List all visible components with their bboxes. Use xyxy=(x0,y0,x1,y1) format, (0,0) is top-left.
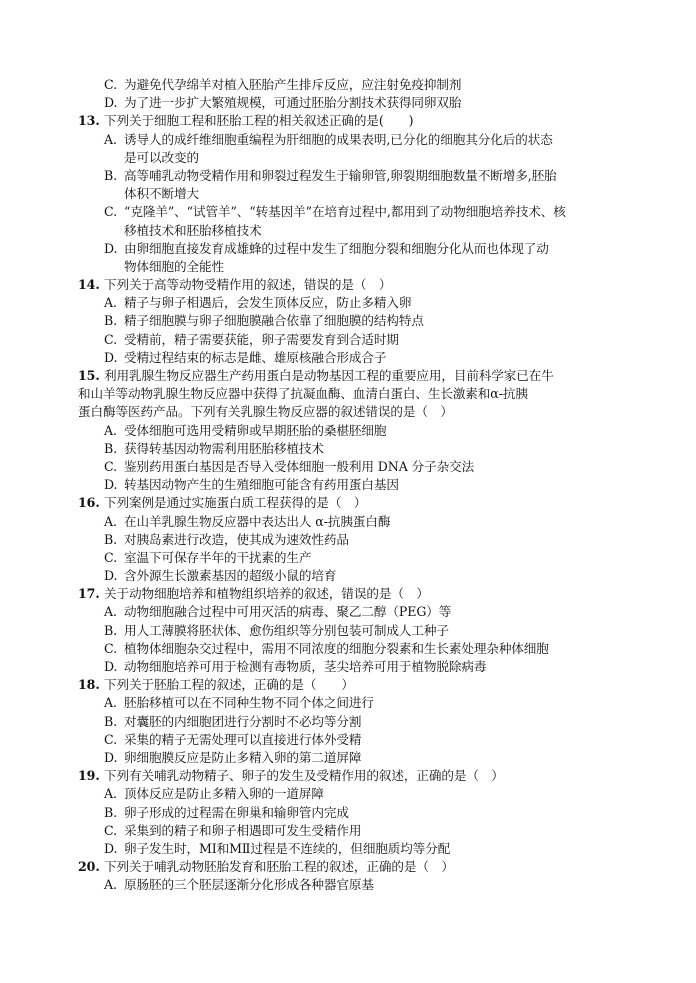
option-text: 受精前，精子需要获能，卵子需要发育到合适时期 xyxy=(124,331,399,347)
answer-option xyxy=(78,640,638,658)
option-letter: C. xyxy=(104,204,117,220)
question-number: 14. xyxy=(78,277,100,293)
question-number: 13. xyxy=(78,113,100,129)
option-text: 对囊胚的内细胞团进行分割时不必均等分割 xyxy=(124,713,362,729)
answer-option xyxy=(78,785,638,803)
question-number: 16. xyxy=(78,495,100,511)
answer-option xyxy=(78,822,638,840)
question-text: 关于动物细胞培养和植物组织培养的叙述，错误的是（ ） xyxy=(104,586,429,602)
answer-option xyxy=(78,876,638,894)
option-letter: C. xyxy=(104,458,117,474)
question-stem xyxy=(78,585,638,603)
option-text: 对胰岛素进行改造，使其成为速效性药品 xyxy=(124,531,349,547)
option-letter: B. xyxy=(104,713,118,729)
option-text: 采集的精子无需处理可以直接进行体外受精 xyxy=(124,731,362,747)
option-letter: C. xyxy=(104,77,117,92)
question-text: 下列关于胚胎工程的叙述，正确的是（ ） xyxy=(104,677,354,693)
answer-option xyxy=(78,549,638,567)
answer-option xyxy=(78,476,638,494)
option-letter: D. xyxy=(104,240,118,256)
option-letter: D. xyxy=(104,749,118,765)
option-text: 诱导人的成纤维细胞重编程为肝细胞的成果表明,已分化的细胞其分化后的状态 xyxy=(124,131,553,147)
option-letter: C. xyxy=(104,822,117,838)
option-text: 由卵细胞直接发育成雄蜂的过程中发生了细胞分裂和细胞分化从而也体现了动 xyxy=(124,240,549,256)
answer-option xyxy=(78,203,638,221)
option-letter: C. xyxy=(104,549,117,565)
option-text: 精子与卵子相遇后，会发生顶体反应，防止多精入卵 xyxy=(124,295,412,311)
option-text-continued: 移植技术和胚胎移植技术 xyxy=(124,222,262,238)
option-text: 顶体反应是防止多精入卵的一道屏障 xyxy=(124,786,324,802)
option-text: 为了进一步扩大繁殖规模，可通过胚胎分割技术获得同卵双胎 xyxy=(124,95,462,111)
question-stem xyxy=(78,367,638,385)
question-text: 下列有关哺乳动物精子、卵子的发生及受精作用的叙述，正确的是（ ） xyxy=(104,768,504,784)
option-letter: B. xyxy=(104,531,118,547)
answer-option xyxy=(78,440,638,458)
question-number: 20. xyxy=(78,859,100,875)
answer-option xyxy=(78,531,638,549)
question-stem xyxy=(78,767,638,785)
option-letter: A. xyxy=(104,786,117,802)
answer-option xyxy=(78,167,638,185)
answer-option xyxy=(78,804,638,822)
answer-option xyxy=(78,131,638,149)
answer-option xyxy=(78,349,638,367)
answer-option xyxy=(78,622,638,640)
answer-option xyxy=(78,513,638,531)
option-letter: A. xyxy=(104,295,117,311)
answer-option xyxy=(78,840,638,858)
option-text: 转基因动物产生的生殖细胞可能含有药用蛋白基因 xyxy=(124,477,399,493)
option-letter: A. xyxy=(104,422,117,438)
option-text-continued: 体积不断增大 xyxy=(124,186,199,202)
option-text: 高等哺乳动物受精作用和卵裂过程发生于输卵管,卵裂期细胞数量不断增多,胚胎 xyxy=(124,167,557,183)
option-text: 动物细胞培养可用于检测有毒物质，茎尖培养可用于植物脱除病毒 xyxy=(124,659,487,674)
question-stem xyxy=(78,494,638,512)
answer-option xyxy=(78,603,638,621)
question-stem xyxy=(78,676,638,694)
option-text-continued: 物体细胞的全能性 xyxy=(124,258,224,274)
answer-option xyxy=(78,331,638,349)
option-text: 原肠胚的三个胚层逐渐分化形成各种器官原基 xyxy=(124,877,374,893)
question-text-continued: 蛋白酶等医药产品。下列有关乳腺生物反应器的叙述错误的是（ ） xyxy=(78,404,453,420)
option-text: 室温下可保存半年的干扰素的生产 xyxy=(124,549,312,565)
question-stem xyxy=(78,276,638,294)
answer-option xyxy=(78,76,638,94)
option-text: 动物细胞融合过程中可用灭活的病毒、聚乙二醇（PEG）等 xyxy=(124,604,452,620)
answer-option xyxy=(78,94,638,112)
answer-option xyxy=(78,422,638,440)
answer-option xyxy=(78,694,638,712)
option-letter: B. xyxy=(104,440,118,456)
option-letter: D. xyxy=(104,349,118,365)
question-text: 下列关于哺乳动物胚胎发育和胚胎工程的叙述，正确的是（ ） xyxy=(104,859,454,875)
option-letter: B. xyxy=(104,313,118,329)
option-text: 鉴别药用蛋白基因是否导入受体细胞一般利用 DNA 分子杂交法 xyxy=(124,458,475,474)
question-text-continued: 和山羊等动物乳腺生物反应器中获得了抗凝血酶、血清白蛋白、生长激素和α-抗胰 xyxy=(78,386,528,402)
question-number: 18. xyxy=(78,677,100,693)
option-text: 获得转基因动物需利用胚胎移植技术 xyxy=(124,440,324,456)
question-stem xyxy=(78,858,638,876)
option-text: 在山羊乳腺生物反应器中表达出人 α-抗胰蛋白酶 xyxy=(124,513,391,529)
question-list xyxy=(78,76,638,894)
option-letter: C. xyxy=(104,331,117,347)
question-text: 下列关于高等动物受精作用的叙述，错误的是（ ） xyxy=(104,277,392,293)
option-letter: C. xyxy=(104,640,117,656)
option-letter: D. xyxy=(104,659,118,674)
answer-option xyxy=(78,731,638,749)
option-text: 卵子形成的过程需在卵巢和输卵管内完成 xyxy=(124,804,349,820)
question-text: 利用乳腺生物反应器生产药用蛋白是动物基因工程的重要应用，目前科学家已在牛 xyxy=(104,368,554,383)
option-letter: A. xyxy=(104,877,117,893)
option-letter: A. xyxy=(104,131,117,147)
question-number: 19. xyxy=(78,768,100,784)
question-number: 17. xyxy=(78,586,100,602)
question-number: 15. xyxy=(78,368,100,383)
option-letter: C. xyxy=(104,731,117,747)
option-letter: A. xyxy=(104,513,117,529)
option-text: “克隆羊”、“试管羊”、“转基因羊”在培育过程中,都用到了动物细胞培养技术、核 xyxy=(124,204,566,220)
answer-option xyxy=(78,240,638,258)
answer-option xyxy=(78,567,638,585)
option-text-continued: 是可以改变的 xyxy=(124,149,199,165)
option-letter: D. xyxy=(104,840,118,856)
option-text: 含外源生长激素基因的超级小鼠的培育 xyxy=(124,568,337,584)
option-text: 卵细胞膜反应是防止多精入卵的第二道屏障 xyxy=(124,749,362,765)
question-stem xyxy=(78,112,638,130)
option-letter: B. xyxy=(104,622,118,638)
option-letter: D. xyxy=(104,477,118,493)
option-letter: D. xyxy=(104,568,118,584)
answer-option xyxy=(78,658,638,676)
option-letter: B. xyxy=(104,167,118,183)
question-text: 下列关于细胞工程和胚胎工程的相关叙述正确的是( ) xyxy=(104,113,414,129)
option-text: 采集到的精子和卵子相遇即可发生受精作用 xyxy=(124,822,362,838)
option-text: 用人工薄膜将胚状体、愈伤组织等分别包装可制成人工种子 xyxy=(124,622,449,638)
option-letter: D. xyxy=(104,95,118,111)
option-text: 受精过程结束的标志是雌、雄原核融合形成合子 xyxy=(124,349,387,365)
option-text: 受体细胞可选用受精卵或早期胚胎的桑椹胚细胞 xyxy=(124,422,387,438)
answer-option xyxy=(78,312,638,330)
option-text: 为避免代孕绵羊对植入胚胎产生排斥反应，应注射免疫抑制剂 xyxy=(124,77,462,92)
answer-option xyxy=(78,458,638,476)
option-letter: A. xyxy=(104,695,117,711)
option-text: 植物体细胞杂交过程中，需用不同浓度的细胞分裂素和生长素处理杂种体细胞 xyxy=(124,640,549,656)
option-letter: B. xyxy=(104,804,118,820)
option-text: 精子细胞膜与卵子细胞膜融合依靠了细胞膜的结构特点 xyxy=(124,313,424,329)
option-text: 胚胎移植可以在不同种生物不同个体之间进行 xyxy=(124,695,374,711)
option-letter: A. xyxy=(104,604,117,620)
answer-option xyxy=(78,294,638,312)
option-text: 卵子发生时，MⅠ和MⅡ过程是不连续的，但细胞质均等分配 xyxy=(124,840,451,856)
answer-option xyxy=(78,749,638,767)
answer-option xyxy=(78,713,638,731)
question-text: 下列案例是通过实施蛋白质工程获得的是（ ） xyxy=(104,495,367,511)
